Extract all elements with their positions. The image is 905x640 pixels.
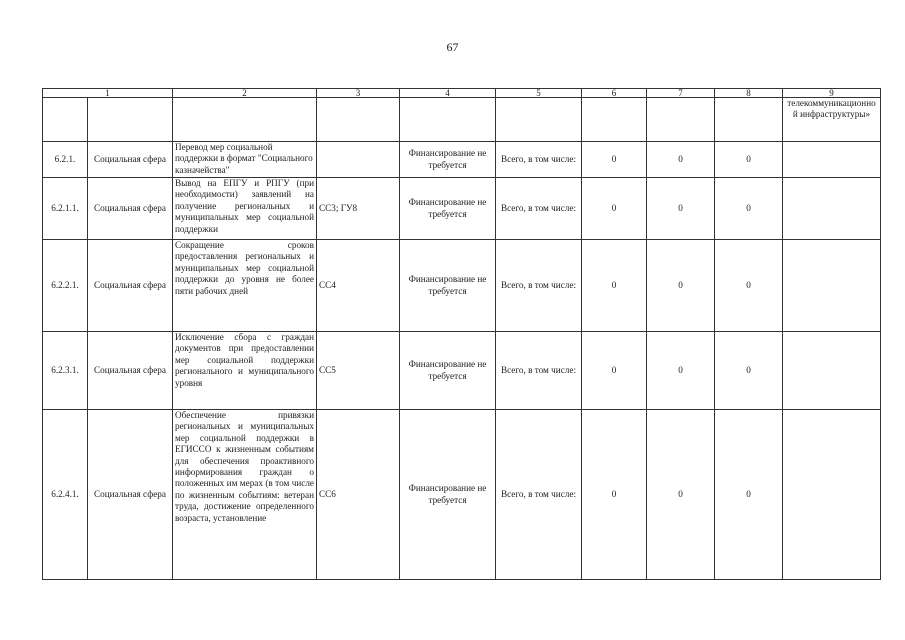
table-row [43, 410, 881, 580]
row-number: 6.2.3.1. [43, 332, 88, 410]
code-cell [317, 142, 400, 178]
row-number: 6.2.1.1. [43, 178, 88, 240]
financing-cell: Финансирование не требуется [400, 332, 496, 410]
column-number-row [43, 89, 881, 98]
sphere-cell: Социальная сфера [88, 178, 173, 240]
code-cell: СС4 [317, 240, 400, 332]
measures-table [42, 88, 881, 580]
total-cell: Всего, в том числе: [496, 332, 582, 410]
column-header-1: 1 [43, 89, 173, 98]
code-cell: СС5 [317, 332, 400, 410]
total-cell: Всего, в том числе: [496, 410, 582, 580]
value-col7: 0 [647, 240, 715, 332]
value-col8: 0 [715, 178, 783, 240]
table-row [43, 178, 881, 240]
measure-cell: Вывод на ЕПГУ и РПГУ (при необходимости) заявлений на получение региональных и муниципальных мер социальной поддержки [173, 178, 317, 240]
column-header-3: 3 [317, 89, 400, 98]
column-header-5: 5 [496, 89, 582, 98]
sphere-cell: Социальная сфера [88, 142, 173, 178]
total-cell: Всего, в том числе: [496, 240, 582, 332]
total-cell: Всего, в том числе: [496, 142, 582, 178]
value-col6: 0 [582, 178, 647, 240]
value-col6: 0 [582, 332, 647, 410]
value-col9 [783, 332, 881, 410]
value-col9 [783, 410, 881, 580]
value-col8: 0 [715, 240, 783, 332]
total-cell: Всего, в том числе: [496, 178, 582, 240]
row-number: 6.2.2.1. [43, 240, 88, 332]
value-col7: 0 [647, 142, 715, 178]
value-col9 [783, 142, 881, 178]
financing-cell: Финансирование не требуется [400, 410, 496, 580]
value-col6: 0 [582, 240, 647, 332]
value-col9 [783, 178, 881, 240]
sphere-cell: Социальная сфера [88, 332, 173, 410]
row-number: 6.2.4.1. [43, 410, 88, 580]
code-cell: СС3; ГУ8 [317, 178, 400, 240]
row-number: 6.2.1. [43, 142, 88, 178]
column-header-9: 9 [783, 89, 881, 98]
value-col6: 0 [582, 410, 647, 580]
measure-cell: Обеспечение привязки региональных и муниципальных мер социальной поддержки в ЕГИССО к жизненным событиям для обеспечения проактивного информирования граждан о положенных им мерах (в том числе по жизненным событиям: ветеран труда, достижение определенного возраста, установление [173, 410, 317, 580]
continuation-cell: телекоммуникационной инфраструктуры» [783, 98, 881, 142]
measure-cell: Сокращение сроков предоставления региональных и муниципальных мер социальной поддержки до уровня не более пяти рабочих дней [173, 240, 317, 332]
column-header-2: 2 [173, 89, 317, 98]
measure-cell: Исключение сбора с граждан документов при предоставлении мер социальной поддержки регионального и муниципального уровня [173, 332, 317, 410]
value-col8: 0 [715, 410, 783, 580]
sphere-cell: Социальная сфера [88, 240, 173, 332]
continuation-row [43, 98, 881, 142]
code-cell: СС6 [317, 410, 400, 580]
column-header-6: 6 [582, 89, 647, 98]
column-header-8: 8 [715, 89, 783, 98]
financing-cell: Финансирование не требуется [400, 178, 496, 240]
value-col8: 0 [715, 142, 783, 178]
sphere-cell: Социальная сфера [88, 410, 173, 580]
column-header-7: 7 [647, 89, 715, 98]
value-col6: 0 [582, 142, 647, 178]
page-number: 67 [446, 40, 459, 54]
table-row [43, 142, 881, 178]
financing-cell: Финансирование не требуется [400, 240, 496, 332]
financing-cell: Финансирование не требуется [400, 142, 496, 178]
column-header-4: 4 [400, 89, 496, 98]
value-col7: 0 [647, 410, 715, 580]
measure-cell: Перевод мер социальной поддержки в формат "Социального казначейства" [173, 142, 317, 178]
table-row [43, 240, 881, 332]
value-col8: 0 [715, 332, 783, 410]
value-col9 [783, 240, 881, 332]
value-col7: 0 [647, 332, 715, 410]
table-row [43, 332, 881, 410]
value-col7: 0 [647, 178, 715, 240]
